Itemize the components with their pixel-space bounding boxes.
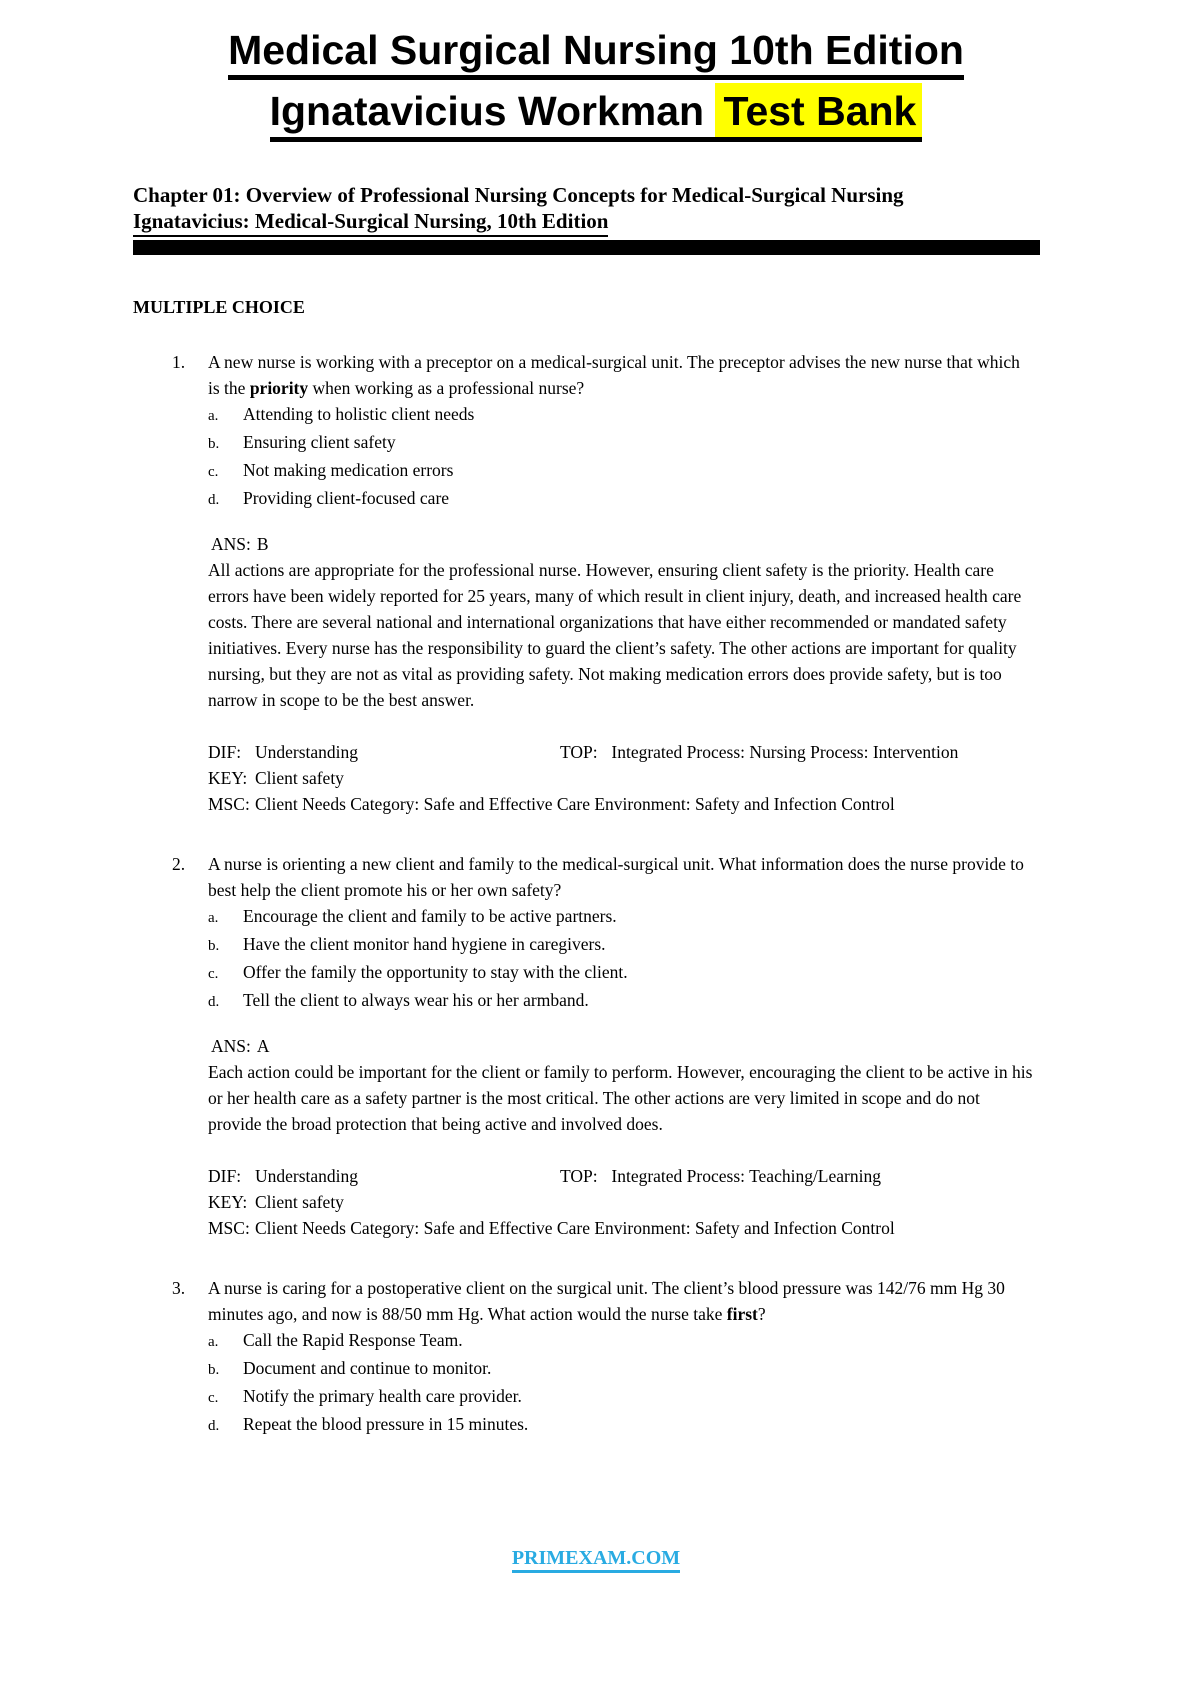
title-line-2 (0, 89, 1192, 141)
question-stem: A new nurse is working with a preceptor on a medical-surgical unit. The preceptor advises the new nurse that which is the priority when working as a professional nurse? (208, 351, 1020, 398)
option-d (208, 1411, 1035, 1439)
rationale: All actions are appropriate for the professional nurse. However, ensuring client safety is the priority. Health care errors have been widely reported for 25 years, many of which result in client injury, death, and increased health care costs. There are several national and international organizations that have either recommended or mandated safety initiatives. Every nurse has the responsibility to guard the client’s safety. The other actions are important for quality nursing, but they are not as vital as providing safety. Not making medication errors does provide safety, but is too narrow in scope to be the best answer. (208, 559, 1022, 710)
answer-label: ANS: (211, 1035, 251, 1056)
msc-value: Client Needs Category: Safe and Effective Care Environment: Safety and Infection Control (255, 1217, 895, 1238)
option-letter: b. (208, 435, 220, 452)
answer-row (208, 531, 1035, 557)
key-value: Client safety (255, 767, 344, 788)
option-letter: d. (208, 993, 220, 1010)
option-text: Call the Rapid Response Team. (243, 1329, 463, 1350)
rationale: Each action could be important for the client or family to perform. However, encouraging the client to be active in his or her health care as a safety partner is the most critical. The other actions are very limited in scope and do not provide the broad protection that being active and involved does. (208, 1061, 1033, 1134)
question-stem: A nurse is orienting a new client and family to the medical-surgical unit. What information does the nurse provide to best help the client promote his or her own safety? (208, 853, 1024, 900)
primexam-link[interactable]: PRIMEXAM.COM (512, 1547, 680, 1573)
key-label: KEY: (208, 767, 248, 788)
key-value: Client safety (255, 1191, 344, 1212)
dif-value: Understanding (255, 1165, 359, 1186)
top-value: Integrated Process: Nursing Process: Intervention (611, 741, 959, 762)
option-text: Providing client-focused care (243, 487, 450, 508)
option-c (208, 959, 1035, 987)
chapter-heading (133, 182, 1040, 255)
option-a (208, 903, 1035, 931)
option-letter: a. (208, 909, 219, 926)
meta-row-dif-top (208, 1163, 1035, 1189)
meta-row-key (208, 1189, 1035, 1215)
question-2 (0, 851, 1192, 1241)
option-d (208, 485, 1035, 513)
meta-row-dif-top (208, 739, 1035, 765)
option-text: Not making medication errors (243, 459, 454, 480)
chapter-title: Chapter 01: Overview of Professional Nursing Concepts for Medical-Surgical Nursing (133, 182, 904, 207)
option-letter: d. (208, 491, 220, 508)
option-text: Ensuring client safety (243, 431, 396, 452)
answer-value: A (256, 1035, 270, 1056)
answer-label: ANS: (211, 533, 251, 554)
option-letter: a. (208, 407, 219, 424)
top-label: TOP: (560, 741, 598, 762)
question-3 (0, 1275, 1192, 1439)
option-text: Encourage the client and family to be active partners. (243, 905, 617, 926)
title-line-1 (0, 28, 1192, 80)
msc-label: MSC: (208, 793, 250, 814)
dif-label: DIF: (208, 1165, 242, 1186)
option-c (208, 457, 1035, 485)
page-footer (0, 1547, 1192, 1570)
chapter-subtitle: Ignatavicius: Medical-Surgical Nursing, 10th Edition (133, 208, 608, 237)
question-1 (0, 349, 1192, 817)
section-label: MULTIPLE CHOICE (133, 296, 305, 317)
option-letter: c. (208, 463, 219, 480)
option-text: Have the client monitor hand hygiene in caregivers. (243, 933, 606, 954)
option-text: Repeat the blood pressure in 15 minutes. (243, 1413, 529, 1434)
answer-row (208, 1033, 1035, 1059)
question-number: 2. (172, 853, 186, 874)
option-b (208, 931, 1035, 959)
option-letter: b. (208, 1361, 220, 1378)
document-title (0, 0, 1192, 142)
question-number: 1. (172, 351, 186, 372)
msc-label: MSC: (208, 1217, 250, 1238)
meta-row-msc (208, 791, 1035, 817)
option-text: Attending to holistic client needs (243, 403, 475, 424)
question-stem: A nurse is caring for a postoperative client on the surgical unit. The client’s blood pressure was 142/76 mm Hg 30 minutes ago, and now is 88/50 mm Hg. What action would the nurse take first? (208, 1277, 1005, 1324)
question-number: 3. (172, 1277, 186, 1298)
option-letter: c. (208, 965, 219, 982)
option-a (208, 401, 1035, 429)
dif-value: Understanding (255, 741, 359, 762)
option-b (208, 1355, 1035, 1383)
option-letter: c. (208, 1389, 219, 1406)
dif-label: DIF: (208, 741, 242, 762)
option-d (208, 987, 1035, 1015)
meta-row-key (208, 765, 1035, 791)
top-label: TOP: (560, 1165, 598, 1186)
option-text: Tell the client to always wear his or her armband. (243, 989, 589, 1010)
option-letter: b. (208, 937, 220, 954)
title-text-1: Medical Surgical Nursing 10th Edition (228, 28, 964, 80)
option-b (208, 429, 1035, 457)
answer-value: B (256, 533, 269, 554)
title-highlight: Test Bank (715, 83, 922, 137)
key-label: KEY: (208, 1191, 248, 1212)
question-meta (208, 1163, 1035, 1241)
option-letter: a. (208, 1333, 219, 1350)
msc-value: Client Needs Category: Safe and Effective Care Environment: Safety and Infection Control (255, 793, 895, 814)
option-text: Offer the family the opportunity to stay with the client. (243, 961, 628, 982)
option-text: Notify the primary health care provider. (243, 1385, 522, 1406)
option-letter: d. (208, 1417, 220, 1434)
divider-bar (133, 240, 1040, 255)
option-c (208, 1383, 1035, 1411)
question-meta (208, 739, 1035, 817)
top-value: Integrated Process: Teaching/Learning (611, 1165, 881, 1186)
option-a (208, 1327, 1035, 1355)
title-text-2: Ignatavicius Workman (269, 88, 716, 135)
meta-row-msc (208, 1215, 1035, 1241)
option-text: Document and continue to monitor. (243, 1357, 492, 1378)
